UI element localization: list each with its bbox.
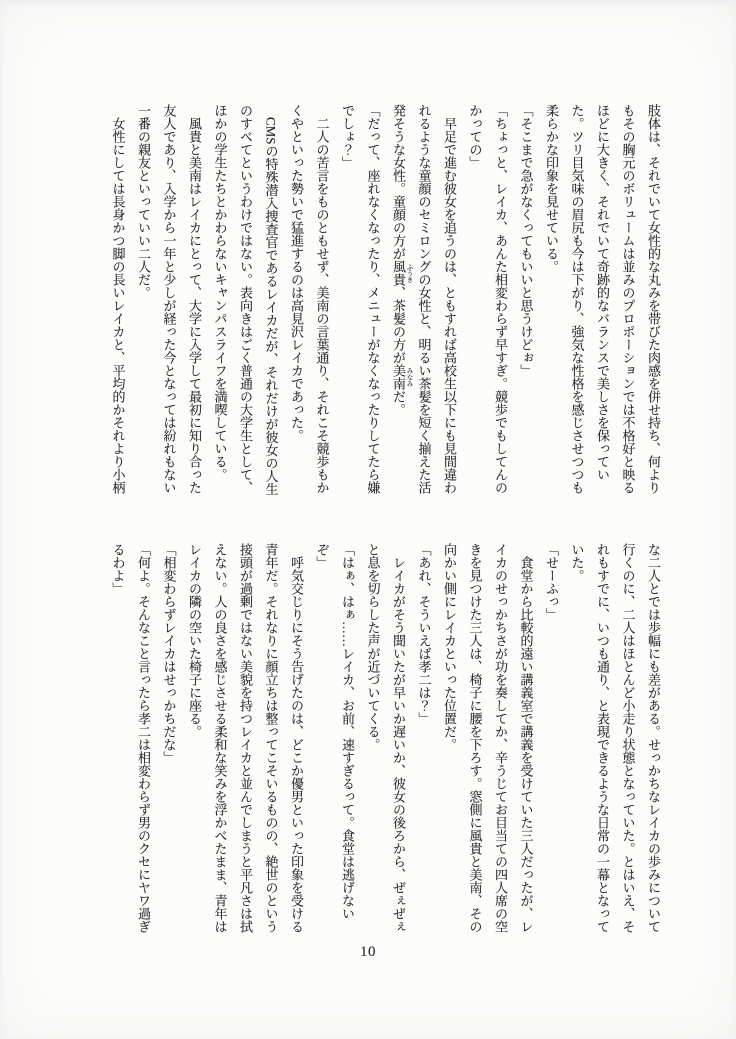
text-block-top — [102, 104, 666, 500]
paragraph: 「はぁ、はぁ……レイカ、お前、速すぎるって。食堂は逃げないぞ」 — [314, 543, 355, 920]
paragraph: 女性にしては長身かつ脚の長いレイカと、平均的かそれより小柄 — [110, 117, 126, 494]
ruby-annotated-name: 美南 みなみ — [391, 364, 413, 390]
paragraph: な二人とでは歩幅にも差がある。せっかちなレイカの歩みについて行くのに、二人はほとんど小走り状態となっていた。とはいえ、それもすでに、いつも通り、と表現できるような日常の一幕となっていた。 — [569, 543, 661, 933]
paragraph: 早足で進む彼女を追うのは、ともすれば高校生以下にも見間違われるような童顔のセミロングの女性と、明るい茶髪を短く揃えた活発そうな女性。童顔の方が風貴 ふうき、茶髪の方が美南 みなみだ。 — [391, 104, 457, 494]
text-block-bottom — [102, 543, 666, 939]
paragraph: 「相変わらずレイカはせっかちだな」 — [161, 543, 177, 764]
paragraph: 呼気交じりにそう告げたのは、どこか優男といった印象を受ける青年だ。それなりに顔立ちは整ってこそいるものの、絶世のという接頭が過剰ではない美貌を持つレイカと並んでしまうと平凡さは拭えない。人の良さを感じさせる柔和な笑みを浮かべたまま、青年はレイカの隣の空いた椅子に座る。 — [187, 543, 304, 933]
paragraph: CMSの特殊潜入捜査官であるレイカだが、それだけが彼女の人生のすべてというわけではない。表向きはごく普通の大学生として、ほかの学生たちとかわらないキャンパスライフを満喫している。 — [212, 104, 279, 496]
paragraph: 肢体は、それでいて女性的な丸みを帯びた肉感を併せ持ち、何よりもその胸元のボリュームは並みのプロポーションでは不格好と映るほどに大きく、それでいて奇跡的なバランスで美しさを保っていた。ツリ目気味の眉尻も今は下がり、強気な性格を感じさせつつも柔らかな印象を見せている。 — [544, 104, 661, 494]
paragraph: 「そこまで急がなくってもいいと思うけどぉ」 — [518, 104, 534, 377]
paragraph: レイカがそう聞いたが早いか遅いか、彼女の後ろから、ぜぇぜぇと息を切らした声が近づいてくる。 — [365, 543, 406, 933]
paragraph: 「せーふっ」 — [544, 543, 559, 621]
paragraph: 「ちょっと、レイカ、あんた相変わらず早すぎ。競歩でもしてんのかっての」 — [467, 104, 508, 494]
paragraph: 風貴と美南はレイカにとって、大学に入学して最初に知り合った友人であり、入学から一年と少しが経った今となっては紛れもない一番の親友といっていい二人だ。 — [136, 104, 202, 494]
page-number: 10 — [360, 944, 376, 960]
ruby-annotated-name: 風貴 ふうき — [391, 260, 413, 286]
paragraph: 食堂から比較的遠い講義室で講義を受けていた三人だったが、レイカのせっかちさが功を奏してか、辛うじてお目当ての四人席の空きを見つけた三人は、椅子に腰を下ろす。窓側に風貴と美南、その向かい側にレイカといった位置だ。 — [442, 543, 534, 933]
paragraph: 「あれ、そういえば孝二は？」 — [416, 543, 432, 725]
paragraph: 「だって、座れなくなったり、メニューがなくなったりしてたら嫌でしょ？」 — [340, 104, 381, 494]
paragraph: 「何よ。そんなこと言ったら孝二は相変わらず男のクセにヤワ過ぎるわよ」 — [110, 543, 151, 933]
paragraph: 二人の苦言をものともせず、美南の言葉通り、それこそ競歩もかくやといった勢いで猛進するのは高見沢レイカであった。 — [289, 104, 330, 494]
